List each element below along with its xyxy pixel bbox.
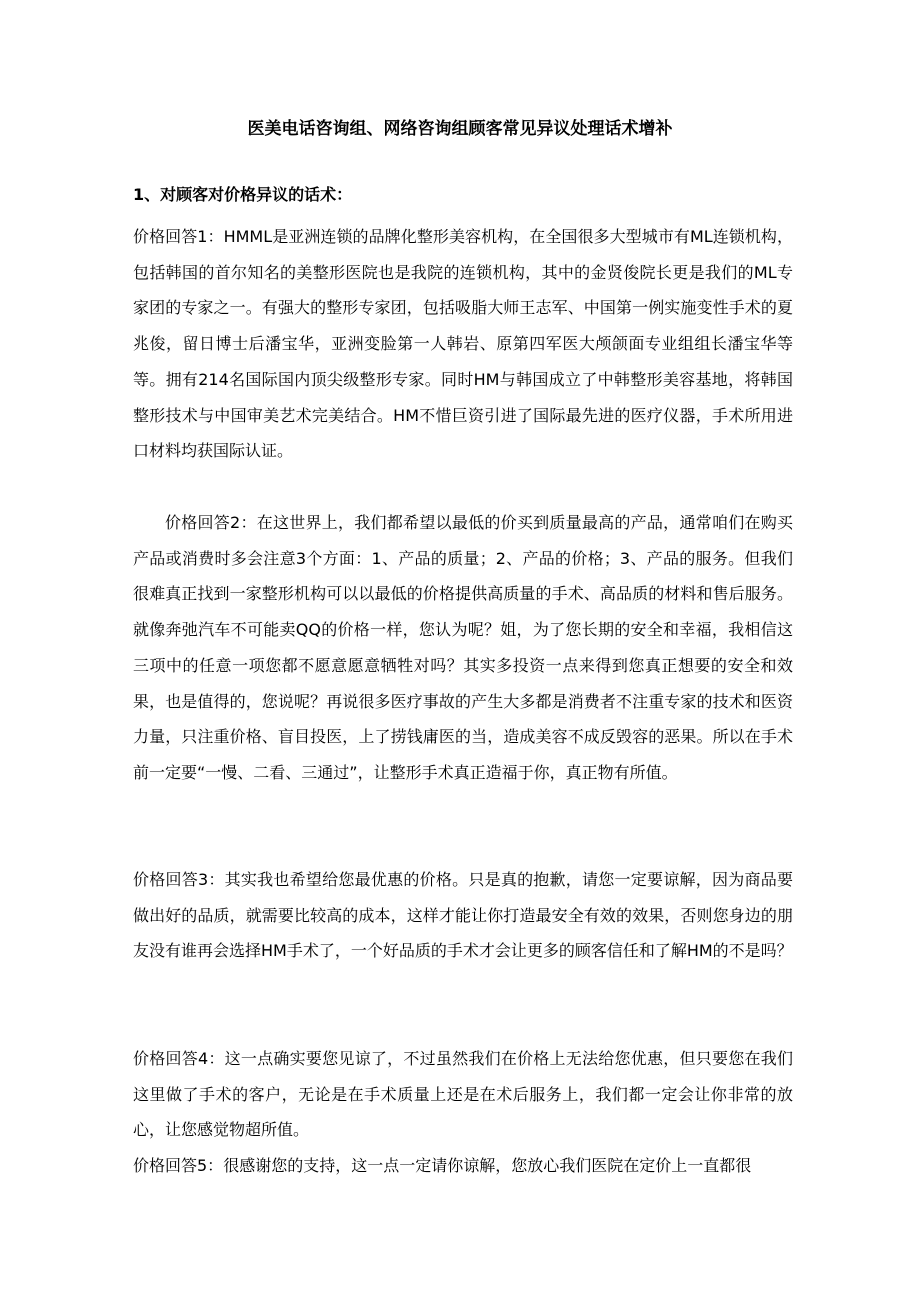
price-answer-1 [133,219,793,469]
answer-label: 价格回答4： [133,1049,225,1068]
answer-label: 价格回答2： [165,513,257,532]
price-answer-2 [133,505,793,791]
answer-text: 其实我也希望给您最优惠的价格。只是真的抱歉，请您一定要谅解，因为商品要做出好的品质，就需要比较高的成本，这样才能让你打造最安全有效的效果，否则您身边的朋友没有谁再会选择HM手术了，一个好品质的手术才会让更多的顾客信任和了解HM的不是吗？ [133,870,793,961]
document-title: 医美电话咨询组、网络咨询组顾客常见异议处理话术增补 [247,119,673,139]
answer-text: 很感谢您的支持，这一点一定请你谅解，您放心我们医院在定价上一直都很 [223,1156,752,1175]
answer-label: 价格回答3： [133,870,225,889]
section-heading: 1、对顾客对价格异议的话术： [133,185,353,204]
answer-text: HMML是亚洲连锁的品牌化整形美容机构，在全国很多大型城市有ML连锁机构，包括韩国的首尔知名的美整形医院也是我院的连锁机构，其中的金贤俊院长更是我们的ML专家团的专家之一。有强大的整形专家团，包括吸脂大师王志军、中国第一例实施变性手术的夏兆俊，留日博士后潘宝华，亚洲变脸第一人韩岩、原第四军医大颅颌面专业组组长潘宝华等等。拥有214名国际国内顶尖级整形专家。同时HM与韩国成立了中韩整形美容基地，将韩国整形技术与中国审美艺术完美结合。HM不惜巨资引进了国际最先进的医疗仪器，手术所用进口材料均获国际认证。 [133,227,793,461]
price-answer-5 [133,1148,793,1184]
answer-label: 价格回答5： [133,1156,224,1175]
price-answer-3 [133,862,793,969]
answer-text: 这一点确实要您见谅了，不过虽然我们在价格上无法给您优惠，但只要您在我们这里做了手术的客户，无论是在手术质量上还是在术后服务上，我们都一定会让你非常的放心，让您感觉物超所值。 [133,1049,793,1140]
answer-label: 价格回答1： [133,227,224,246]
price-answer-4 [133,1041,793,1148]
answer-text: 在这世界上，我们都希望以最低的价买到质量最高的产品，通常咱们在购买产品或消费时多会注意3个方面：1、产品的质量；2、产品的价格；3、产品的服务。但我们很难真正找到一家整形机构可以以最低的价格提供高质量的手术、高品质的材料和售后服务。就像奔弛汽车不可能卖QQ的价格一样，您认为呢？姐，为了您长期的安全和幸福，我相信这三项中的任意一项您都不愿意愿意牺牲对吗？其实多投资一点来得到您真正想要的安全和效果，也是值得的，您说呢？再说很多医疗事故的产生大多都是消费者不注重专家的技术和医资力量，只注重价格、盲目投医，上了捞钱庸医的当，造成美容不成反毁容的恶果。所以在手术前一定要“一慢、二看、三通过”，让整形手术真正造福于你，真正物有所值。 [133,513,793,782]
